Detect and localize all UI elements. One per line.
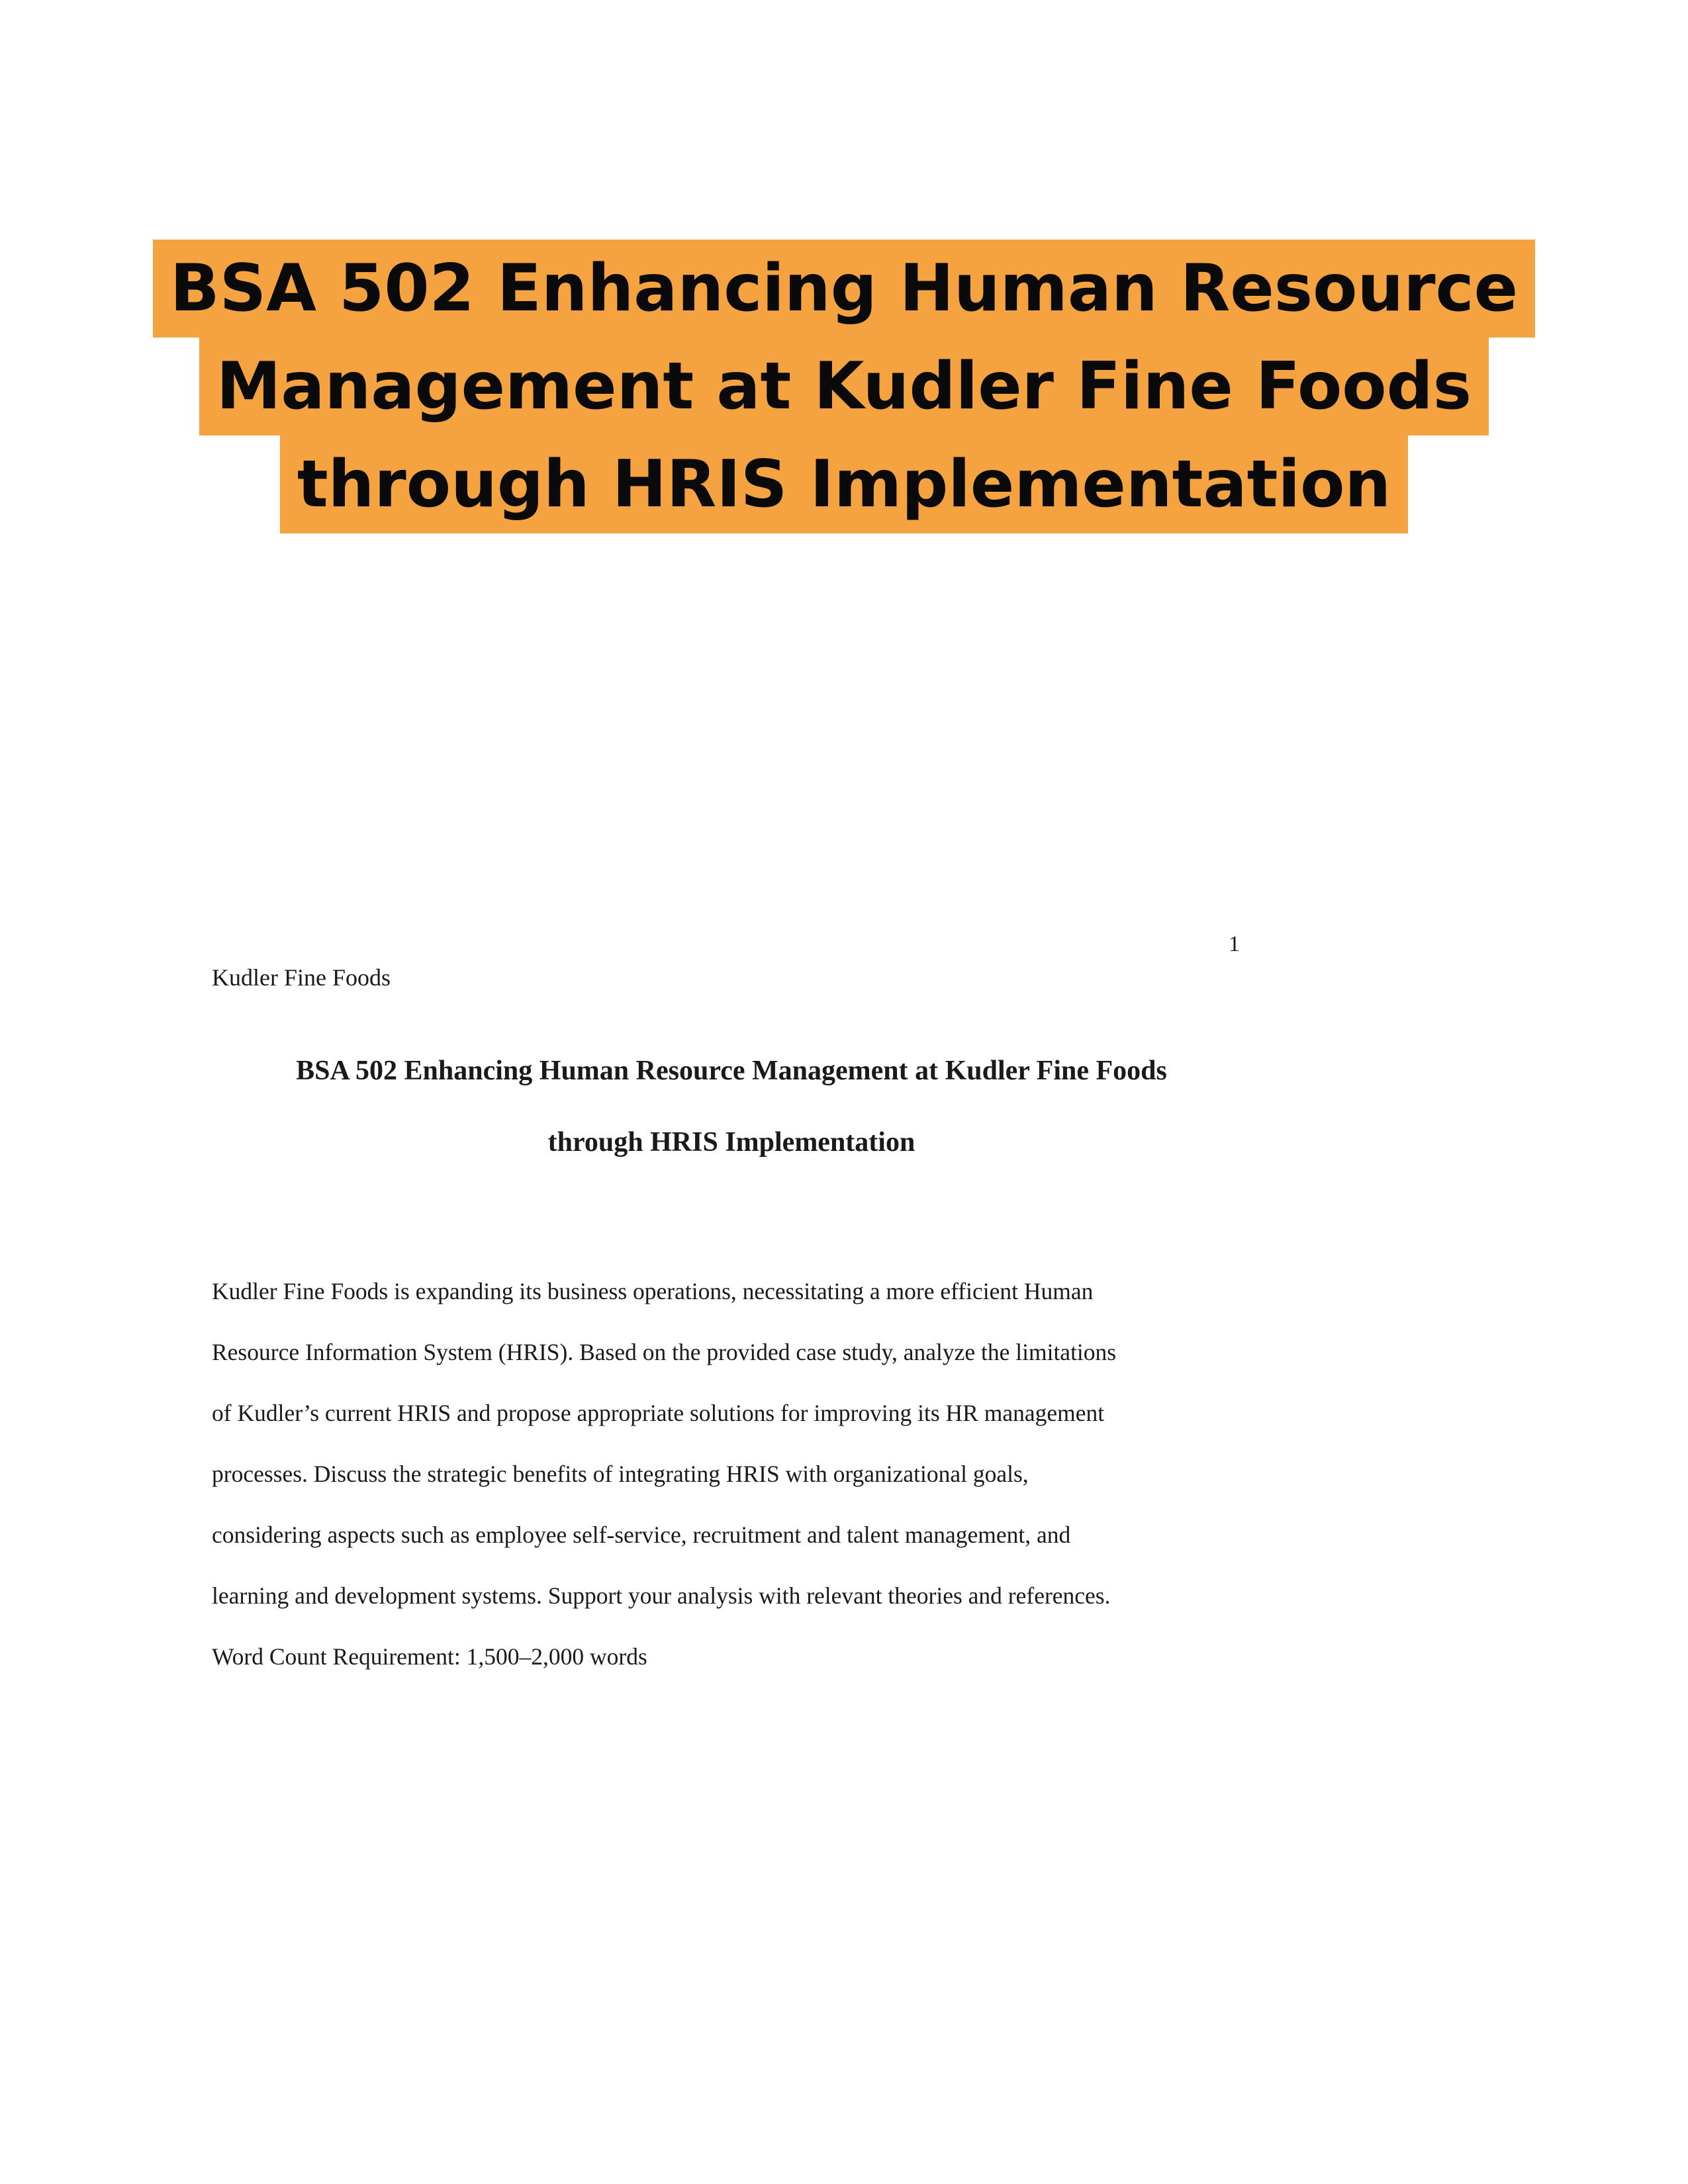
document-title-line-1: BSA 502 Enhancing Human Resource Management at Kudler Fine Foods	[296, 1056, 1167, 1086]
body-paragraph	[212, 1261, 1271, 1687]
word-count-requirement: Word Count Requirement: 1,500–2,000 words	[212, 1643, 647, 1670]
page-number: 1	[1229, 932, 1240, 956]
banner-line-3-text: through HRIS Implementation	[280, 435, 1408, 533]
banner-line-2-text: Management at Kudler Fine Foods	[199, 338, 1489, 435]
body-line: Kudler Fine Foods is expanding its business operations, necessitating a more efficient Human	[212, 1278, 1094, 1304]
body-line: learning and development systems. Support your analysis with relevant theories and references.	[212, 1582, 1111, 1609]
body-line: Resource Information System (HRIS). Based on the provided case study, analyze the limitations	[212, 1339, 1117, 1365]
body-line: processes. Discuss the strategic benefits of integrating HRIS with organizational goals,	[212, 1461, 1029, 1487]
document-title-line-2: through HRIS Implementation	[547, 1127, 915, 1158]
running-head: Kudler Fine Foods	[212, 964, 391, 991]
body-line: considering aspects such as employee self-service, recruitment and talent management, and	[212, 1522, 1071, 1548]
banner-line-1-text: BSA 502 Enhancing Human Resource	[153, 240, 1535, 338]
body-line: of Kudler’s current HRIS and propose appropriate solutions for improving its HR management	[212, 1400, 1105, 1426]
